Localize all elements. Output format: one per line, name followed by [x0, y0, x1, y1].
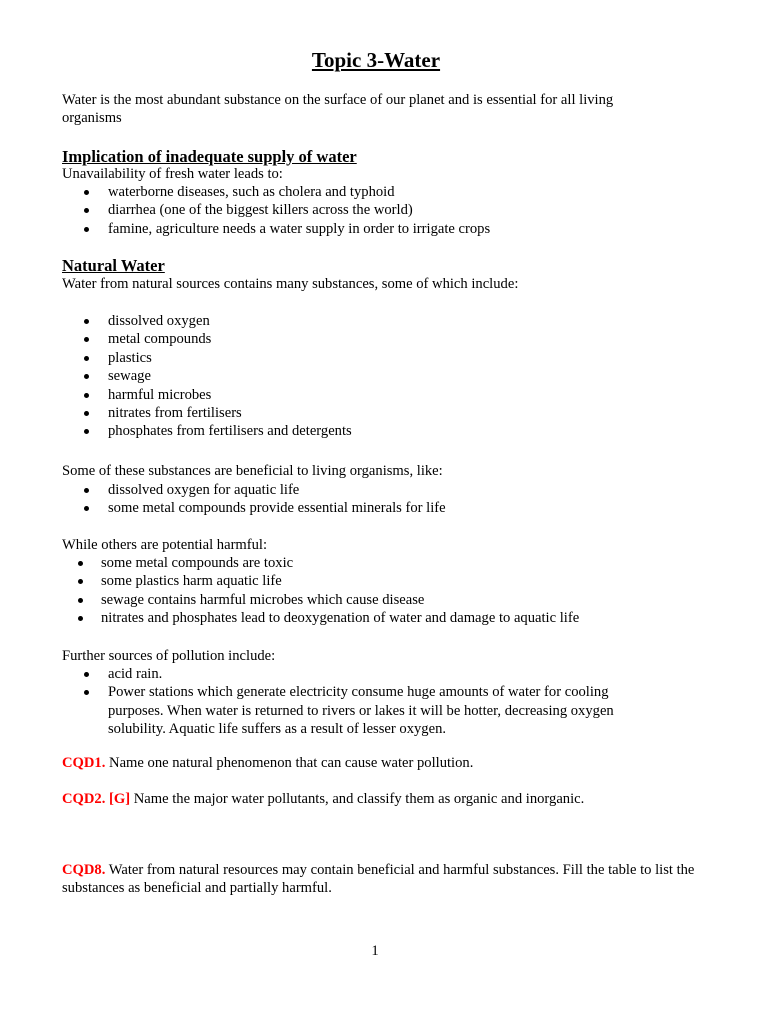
list-item: dissolved oxygen for aquatic life	[84, 481, 446, 499]
question-label: CQD2. [G]	[62, 791, 131, 807]
inadequate-supply-list	[84, 183, 490, 238]
pollution-lead: Further sources of pollution include:	[62, 648, 276, 664]
list-item: waterborne diseases, such as cholera and typhoid	[84, 183, 490, 201]
question-text: Name the major water pollutants, and classify them as organic and inorganic.	[130, 791, 585, 807]
list-item: famine, agriculture needs a water supply in order to irrigate crops	[84, 220, 490, 238]
question-label: CQD1.	[62, 755, 106, 771]
question-cqd8	[62, 861, 707, 898]
list-item: some metal compounds provide essential minerals for life	[84, 499, 446, 517]
list-item: some metal compounds are toxic	[78, 554, 579, 572]
list-item: sewage contains harmful microbes which cause disease	[78, 591, 579, 609]
section-lead-natural-water: Water from natural sources contains many substances, some of which include:	[62, 276, 519, 292]
list-item: dissolved oxygen	[84, 312, 352, 330]
section-heading-natural-water: Natural Water	[62, 256, 165, 275]
question-cqd2	[62, 790, 662, 808]
section-heading-inadequate-supply: Implication of inadequate supply of water	[62, 147, 357, 166]
list-item: phosphates from fertilisers and detergents	[84, 422, 352, 440]
natural-water-substances-list	[84, 312, 352, 441]
list-item: harmful microbes	[84, 386, 352, 404]
question-text: Name one natural phenomenon that can cause water pollution.	[105, 755, 474, 771]
question-text: Water from natural resources may contain beneficial and harmful substances. Fill the table to list the substances as beneficial and partially harmful.	[62, 862, 695, 897]
pollution-sources-list	[84, 665, 640, 739]
question-cqd1	[62, 754, 662, 772]
harmful-lead: While others are potential harmful:	[62, 537, 268, 553]
list-item: some plastics harm aquatic life	[78, 572, 579, 590]
intro-paragraph: Water is the most abundant substance on the surface of our planet and is essential for all living organisms	[62, 92, 614, 127]
page-number: 1	[371, 943, 379, 959]
list-item: nitrates and phosphates lead to deoxygenation of water and damage to aquatic life	[78, 609, 579, 627]
section-lead-inadequate-supply: Unavailability of fresh water leads to:	[62, 166, 283, 182]
list-item: diarrhea (one of the biggest killers across the world)	[84, 201, 490, 219]
list-item: plastics	[84, 349, 352, 367]
list-item: acid rain.	[84, 665, 640, 683]
list-item: Power stations which generate electricity consume huge amounts of water for cooling purposes. When water is returned to rivers or lakes it will be hotter, decreasing oxygen solubility. Aquatic life suffers as a result of lesser oxygen.	[84, 683, 640, 738]
question-label: CQD8.	[62, 862, 106, 878]
list-item: sewage	[84, 367, 352, 385]
page-title: Topic 3-Water	[311, 48, 441, 72]
list-item: nitrates from fertilisers	[84, 404, 352, 422]
beneficial-lead: Some of these substances are beneficial to living organisms, like:	[62, 463, 443, 479]
beneficial-list	[84, 481, 446, 518]
harmful-list	[78, 554, 579, 628]
list-item: metal compounds	[84, 330, 352, 348]
